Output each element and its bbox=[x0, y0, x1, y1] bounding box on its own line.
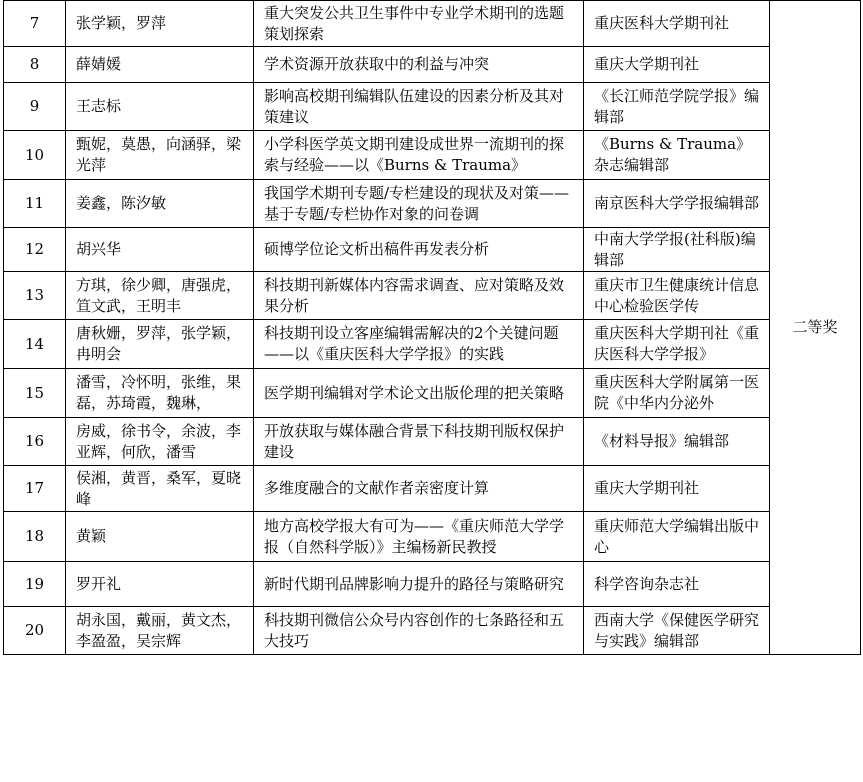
row-authors-cell bbox=[66, 1, 254, 47]
row-organization: 重庆师范大学编辑出版中心 bbox=[594, 516, 759, 556]
row-organization-cell bbox=[584, 83, 770, 131]
row-paper-title: 科技期刊设立客座编辑需解决的2个关键问题——以《重庆医科大学学报》的实践 bbox=[264, 324, 559, 363]
row-paper-title-cell bbox=[254, 131, 584, 180]
table-row bbox=[4, 466, 861, 512]
row-number-cell bbox=[4, 83, 66, 131]
row-number: 14 bbox=[24, 334, 45, 353]
table-row bbox=[4, 272, 861, 320]
row-authors-cell bbox=[66, 228, 254, 272]
row-number-cell bbox=[4, 180, 66, 228]
row-paper-title: 影响高校期刊编辑队伍建设的因素分析及其对策建议 bbox=[264, 86, 565, 126]
row-authors: 黄颖 bbox=[76, 527, 107, 545]
table-row bbox=[4, 47, 861, 83]
row-authors: 胡永国，戴丽，黄文杰，李盈盈，吴宗辉 bbox=[76, 610, 242, 650]
row-organization-cell bbox=[584, 131, 770, 180]
row-paper-title: 学术资源开放获取中的利益与冲突 bbox=[264, 55, 490, 73]
row-number-cell bbox=[4, 320, 66, 369]
table-row bbox=[4, 320, 861, 369]
table-row bbox=[4, 418, 861, 466]
row-number-cell bbox=[4, 369, 66, 418]
prize-level-cell bbox=[770, 1, 861, 655]
row-number: 17 bbox=[24, 479, 45, 497]
row-number: 18 bbox=[24, 527, 45, 545]
row-authors-cell bbox=[66, 418, 254, 466]
row-number-cell bbox=[4, 47, 66, 83]
row-paper-title: 重大突发公共卫生事件中专业学术期刊的选题策划探索 bbox=[264, 3, 565, 43]
row-paper-title-cell bbox=[254, 228, 584, 272]
row-organization-cell bbox=[584, 607, 770, 655]
row-organization-cell bbox=[584, 180, 770, 228]
row-organization-cell bbox=[584, 320, 770, 369]
table-row bbox=[4, 369, 861, 418]
row-number: 16 bbox=[24, 432, 45, 450]
row-paper-title: 硕博学位论文析出稿件再发表分析 bbox=[264, 240, 490, 258]
row-organization-cell bbox=[584, 512, 770, 562]
row-organization: 重庆医科大学期刊社 bbox=[594, 14, 730, 32]
row-number: 9 bbox=[29, 97, 40, 115]
row-authors: 方琪，徐少卿，唐强虎，笪文武，王明丰 bbox=[76, 275, 242, 315]
table-row bbox=[4, 180, 861, 228]
row-number-cell bbox=[4, 228, 66, 272]
row-organization: 《材料导报》编辑部 bbox=[594, 432, 730, 450]
row-number: 12 bbox=[24, 240, 45, 258]
row-paper-title-cell bbox=[254, 320, 584, 369]
row-authors-cell bbox=[66, 320, 254, 369]
row-organization: 重庆大学期刊社 bbox=[594, 55, 700, 73]
row-organization-cell bbox=[584, 228, 770, 272]
row-number-cell bbox=[4, 1, 66, 47]
table-row bbox=[4, 83, 861, 131]
row-organization-cell bbox=[584, 47, 770, 83]
row-organization-cell bbox=[584, 1, 770, 47]
row-number-cell bbox=[4, 607, 66, 655]
row-authors-cell bbox=[66, 83, 254, 131]
row-authors-cell bbox=[66, 272, 254, 320]
row-organization-cell bbox=[584, 466, 770, 512]
row-authors: 姜鑫，陈汐敏 bbox=[76, 194, 167, 212]
table-row bbox=[4, 607, 861, 655]
row-paper-title: 小学科医学英文期刊建设成世界一流期刊的探索与经验——以《Burns & Trauma》 bbox=[264, 135, 565, 174]
row-authors: 侯湘，黄晋，桑军，夏晓峰 bbox=[76, 468, 242, 508]
row-number: 7 bbox=[29, 14, 40, 32]
row-number-cell bbox=[4, 512, 66, 562]
row-number-cell bbox=[4, 466, 66, 512]
row-authors-cell bbox=[66, 607, 254, 655]
row-number: 11 bbox=[24, 194, 45, 212]
row-paper-title-cell bbox=[254, 418, 584, 466]
row-paper-title-cell bbox=[254, 180, 584, 228]
row-authors-cell bbox=[66, 180, 254, 228]
row-authors: 张学颖，罗萍 bbox=[76, 14, 167, 32]
row-organization: 《Burns & Trauma》杂志编辑部 bbox=[594, 135, 752, 174]
row-organization: 科学咨询杂志社 bbox=[594, 574, 700, 593]
award-list-body bbox=[4, 1, 861, 655]
row-number: 8 bbox=[29, 55, 40, 73]
row-authors: 唐秋姗，罗萍，张学颖，冉明会 bbox=[76, 324, 242, 363]
row-authors: 房威，徐书令，余波，李亚辉，何欣，潘雪 bbox=[76, 421, 242, 461]
row-organization: 重庆大学期刊社 bbox=[594, 479, 700, 497]
row-authors: 胡兴华 bbox=[76, 240, 122, 258]
row-organization: 重庆市卫生健康统计信息中心检验医学传 bbox=[594, 275, 759, 315]
row-number: 20 bbox=[24, 621, 45, 639]
row-organization: 重庆医科大学附属第一医院《中华内分泌外 bbox=[594, 373, 759, 412]
row-paper-title-cell bbox=[254, 562, 584, 607]
row-number-cell bbox=[4, 272, 66, 320]
row-paper-title-cell bbox=[254, 369, 584, 418]
row-organization-cell bbox=[584, 272, 770, 320]
row-number: 15 bbox=[24, 383, 45, 402]
row-authors: 甄妮，莫愚，向涵驿，梁光萍 bbox=[76, 135, 242, 174]
row-authors-cell bbox=[66, 562, 254, 607]
row-paper-title: 开放获取与媒体融合背景下科技期刊版权保护建设 bbox=[264, 421, 565, 461]
table-row bbox=[4, 1, 861, 47]
row-paper-title: 我国学术期刊专题/专栏建设的现状及对策——基于专题/专栏协作对象的问卷调 bbox=[264, 183, 570, 223]
row-authors-cell bbox=[66, 131, 254, 180]
row-paper-title-cell bbox=[254, 272, 584, 320]
row-paper-title: 多维度融合的文献作者亲密度计算 bbox=[264, 479, 490, 497]
row-number: 10 bbox=[24, 145, 45, 164]
row-paper-title-cell bbox=[254, 83, 584, 131]
prize-level: 二等奖 bbox=[792, 318, 838, 336]
row-paper-title: 科技期刊微信公众号内容创作的七条路径和五大技巧 bbox=[264, 610, 565, 650]
table-row bbox=[4, 562, 861, 607]
row-paper-title: 地方高校学报大有可为——《重庆师范大学学报（自然科学版）》主编杨新民教授 bbox=[264, 516, 565, 556]
row-number-cell bbox=[4, 562, 66, 607]
table-row bbox=[4, 512, 861, 562]
row-organization-cell bbox=[584, 369, 770, 418]
row-authors: 潘雪，冷怀明，张维，果磊，苏琦霞，魏琳， bbox=[76, 373, 242, 412]
row-number: 19 bbox=[24, 574, 45, 593]
row-number: 13 bbox=[24, 286, 45, 304]
row-organization: 重庆医科大学期刊社《重庆医科大学学报》 bbox=[594, 324, 759, 363]
row-paper-title: 新时代期刊品牌影响力提升的路径与策略研究 bbox=[264, 574, 565, 593]
row-paper-title: 医学期刊编辑对学术论文出版伦理的把关策略 bbox=[264, 383, 565, 402]
row-paper-title-cell bbox=[254, 512, 584, 562]
row-authors-cell bbox=[66, 512, 254, 562]
row-paper-title-cell bbox=[254, 47, 584, 83]
row-organization: 《长江师范学院学报》编辑部 bbox=[594, 86, 759, 126]
row-authors: 薛婧媛 bbox=[76, 55, 122, 73]
row-authors-cell bbox=[66, 47, 254, 83]
row-authors: 王志标 bbox=[76, 97, 122, 115]
row-number-cell bbox=[4, 131, 66, 180]
row-paper-title: 科技期刊新媒体内容需求调查、应对策略及效果分析 bbox=[264, 275, 565, 315]
row-organization-cell bbox=[584, 418, 770, 466]
row-authors-cell bbox=[66, 369, 254, 418]
row-organization: 南京医科大学学报编辑部 bbox=[594, 194, 759, 212]
row-number-cell bbox=[4, 418, 66, 466]
row-paper-title-cell bbox=[254, 1, 584, 47]
row-organization-cell bbox=[584, 562, 770, 607]
award-list-table bbox=[3, 0, 861, 655]
row-authors: 罗开礼 bbox=[76, 574, 122, 593]
row-paper-title-cell bbox=[254, 466, 584, 512]
row-paper-title-cell bbox=[254, 607, 584, 655]
table-row bbox=[4, 228, 861, 272]
row-organization: 西南大学《保健医学研究与实践》编辑部 bbox=[594, 610, 759, 650]
row-organization: 中南大学学报(社科版)编辑部 bbox=[594, 229, 756, 269]
row-authors-cell bbox=[66, 466, 254, 512]
table-row bbox=[4, 131, 861, 180]
